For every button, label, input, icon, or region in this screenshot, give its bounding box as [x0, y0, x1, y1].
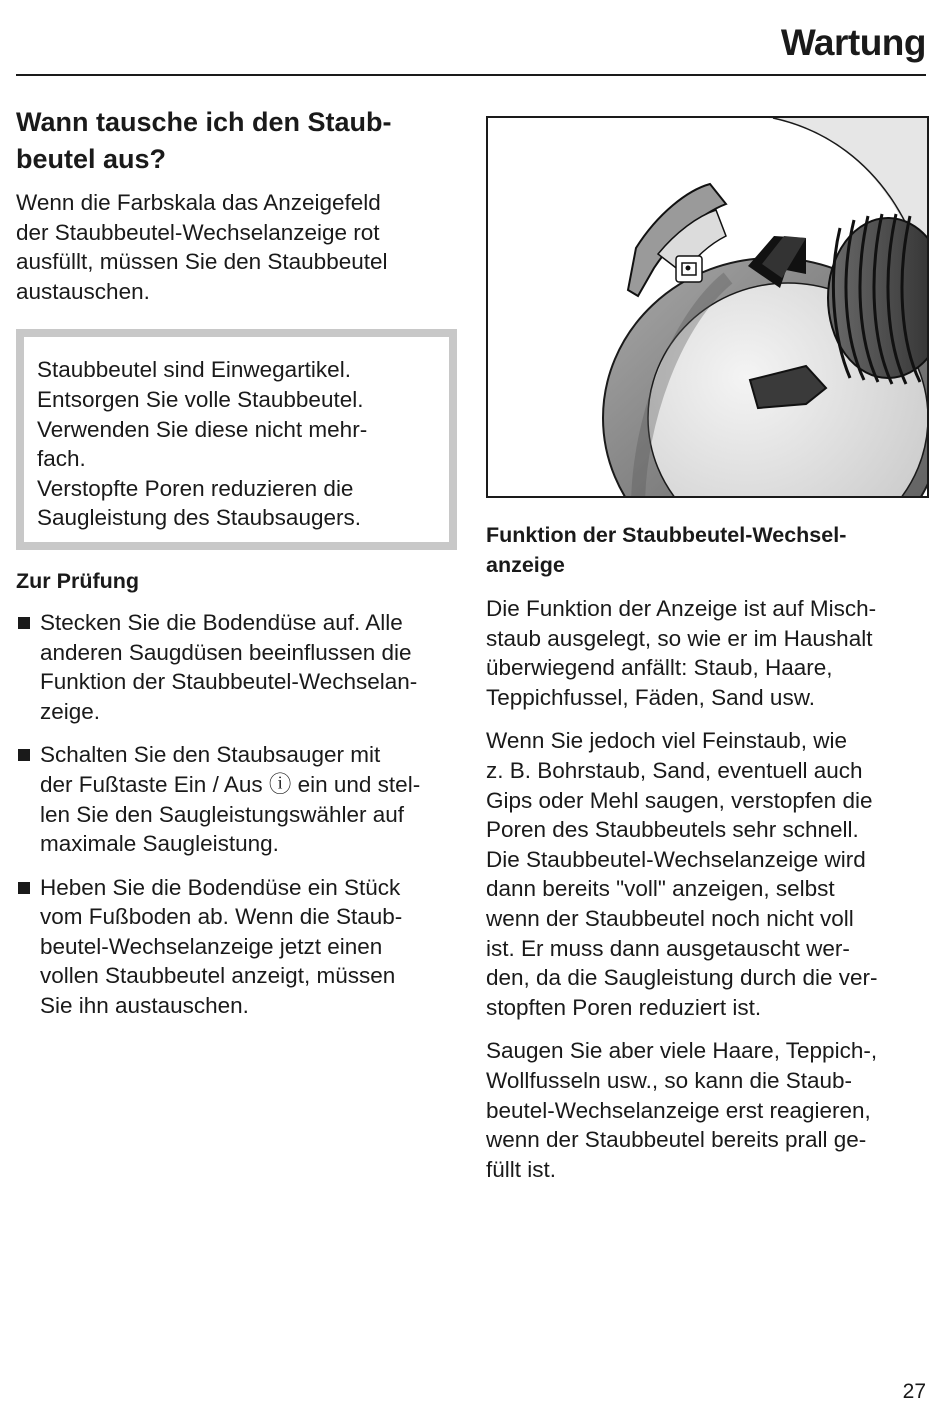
- vacuum-indicator-drawing: [488, 118, 927, 496]
- bullet-square-icon: [18, 882, 30, 894]
- text-line: Wollfusseln usw., so kann die Staub-: [486, 1067, 853, 1093]
- text-line: vom Fußboden ab. Wenn die Staub-: [40, 904, 403, 930]
- text-line: vollen Staubbeutel anzeigt, müssen: [40, 963, 396, 989]
- left-column: [16, 104, 461, 1035]
- bullet-square-icon: [18, 617, 30, 629]
- text-line: fach.: [37, 446, 86, 472]
- text-line: austauschen.: [16, 278, 150, 304]
- text-line: Teppichfussel, Fäden, Sand usw.: [486, 684, 815, 710]
- text-line: Poren des Staubbeutels sehr schnell.: [486, 817, 859, 843]
- right-column: [486, 116, 930, 1184]
- text-line: Saugen Sie aber viele Haare, Teppich-,: [486, 1038, 878, 1064]
- header-rule: [16, 74, 926, 76]
- text-line: Schalten Sie den Staubsauger mit: [40, 742, 381, 768]
- text-line: anderen Saugdüsen beeinflussen die: [40, 639, 412, 665]
- heading-line: Funktion der Staubbeutel-Wechsel-: [486, 523, 847, 547]
- text-line: Wenn Sie jedoch viel Feinstaub, wie: [486, 728, 848, 754]
- paragraph: [486, 594, 930, 712]
- text-line: Stecken Sie die Bodendüse auf. Alle: [40, 609, 403, 635]
- text-line: Verstopfte Poren reduzieren die: [37, 475, 354, 501]
- text-line: wenn der Staubbeutel bereits prall ge-: [486, 1127, 867, 1153]
- bullet-square-icon: [18, 749, 30, 761]
- list-item: [16, 740, 461, 858]
- paragraph: [486, 726, 930, 1022]
- intro-paragraph: [16, 188, 461, 306]
- heading-line: beutel aus?: [16, 144, 167, 174]
- text-line: der Staubbeutel-Wechselanzeige rot: [16, 219, 380, 245]
- text-line: maximale Saugleistung.: [40, 831, 279, 857]
- text-line: beutel-Wechselanzeige jetzt einen: [40, 933, 383, 959]
- text-line: beutel-Wechselanzeige erst reagieren,: [486, 1097, 871, 1123]
- text-line: Saugleistung des Staubsaugers.: [37, 505, 361, 531]
- text-line: Sie ihn austauschen.: [40, 993, 249, 1019]
- text-line: ausfüllt, müssen Sie den Staubbeutel: [16, 249, 388, 275]
- text-line: Die Funktion der Anzeige ist auf Misch-: [486, 596, 877, 621]
- text-line: staub ausgelegt, so wie er im Haushalt: [486, 625, 873, 651]
- check-subheading: Zur Prüfung: [16, 568, 140, 593]
- heading-line: Wann tausche ich den Staub-: [16, 107, 392, 137]
- text-line: der Fußtaste Ein / Aus ⓘ ein und stel-: [40, 771, 421, 797]
- text-line: len Sie den Saugleistungswähler auf: [40, 801, 404, 827]
- text-line: stopften Poren reduziert ist.: [486, 994, 762, 1020]
- main-heading: [16, 104, 461, 178]
- text-line: wenn der Staubbeutel noch nicht voll: [486, 905, 854, 931]
- list-item: [16, 873, 461, 1021]
- paragraph: [486, 1036, 930, 1184]
- text-line: Entsorgen Sie volle Staubbeutel.: [37, 386, 364, 412]
- dustbag-indicator-illustration: [486, 116, 929, 498]
- text-line: den, da die Saugleistung durch die ver-: [486, 965, 878, 991]
- text-line: füllt ist.: [486, 1156, 557, 1182]
- text-line: Verwenden Sie diese nicht mehr-: [37, 416, 368, 442]
- section-title: Wartung: [780, 22, 926, 63]
- function-subheading: [486, 520, 930, 580]
- text-line: Heben Sie die Bodendüse ein Stück: [40, 874, 401, 900]
- text-line: z. B. Bohrstaub, Sand, eventuell auch: [486, 757, 863, 783]
- text-line: überwiegend anfällt: Staub, Haare,: [486, 655, 833, 681]
- page-number: 27: [902, 1380, 926, 1403]
- text-line: Wenn die Farbskala das Anzeigefeld: [16, 190, 381, 215]
- text-line: Die Staubbeutel-Wechselanzeige wird: [486, 846, 866, 872]
- text-line: zeige.: [40, 698, 101, 724]
- check-steps-list: [16, 608, 461, 1021]
- text-line: Funktion der Staubbeutel-Wechselan-: [40, 669, 418, 695]
- notice-box: [16, 329, 457, 550]
- text-line: Staubbeutel sind Einwegartikel.: [37, 357, 351, 383]
- list-item: [16, 608, 461, 726]
- text-line: Gips oder Mehl saugen, verstopfen die: [486, 787, 873, 813]
- heading-line: anzeige: [486, 553, 565, 577]
- text-line: ist. Er muss dann ausgetauscht wer-: [486, 935, 850, 961]
- text-line: dann bereits "voll" anzeigen, selbst: [486, 876, 835, 902]
